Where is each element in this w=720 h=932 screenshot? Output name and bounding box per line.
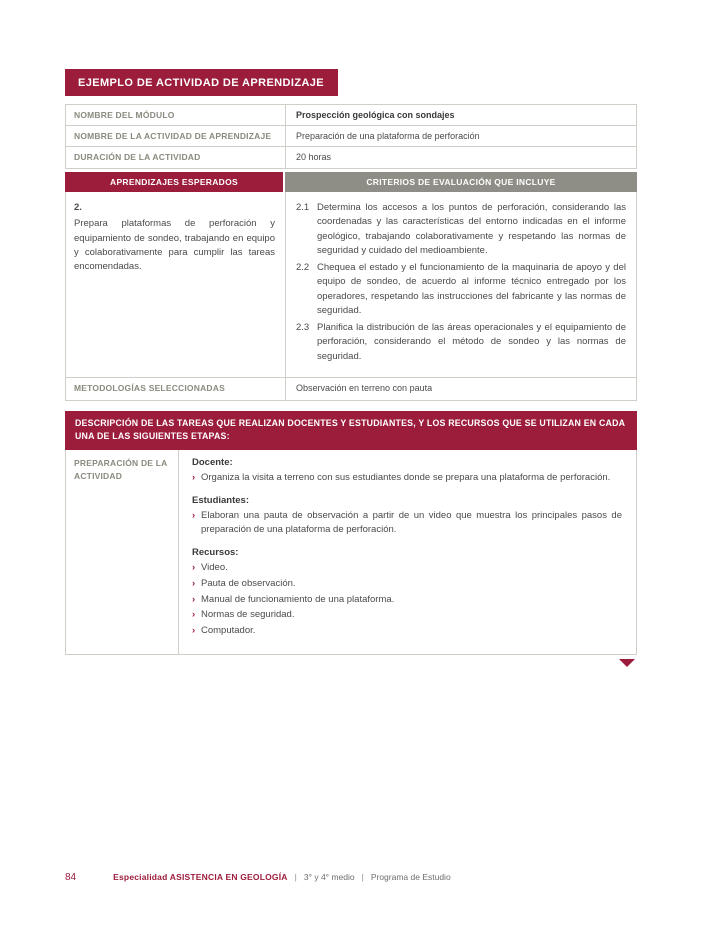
resource-item-text: Computador. (201, 625, 256, 637)
footer-specialty: Especialidad ASISTENCIA EN GEOLOGÍA (113, 872, 288, 882)
list-item (192, 624, 622, 639)
list-item (192, 608, 622, 623)
criteria-cell (286, 192, 636, 377)
resource-item-text: Video. (201, 562, 228, 574)
table-row (66, 378, 636, 400)
criterion-item (296, 261, 626, 318)
bullet-icon: › (192, 509, 196, 521)
bullet-icon: › (192, 593, 196, 605)
learning-criteria-block (65, 192, 637, 401)
criterion-text: Planifica la distribución de las áreas operacionales y el equipamiento de perforación, considerando el método de sondeo y las normas de seguridad. (317, 322, 626, 362)
students-heading: Estudiantes: (192, 494, 250, 506)
methodologies-label: METODOLOGÍAS SELECCIONADAS (66, 378, 286, 400)
preparation-content (179, 450, 636, 654)
triangle-down-icon (619, 659, 635, 667)
criterion-number: 2.1 (296, 202, 310, 213)
footer-grade: 3° y 4° medio (303, 872, 355, 882)
list-item (192, 593, 622, 608)
duration-label: DURACIÓN DE LA ACTIVIDAD (66, 147, 286, 168)
expected-learning-cell (66, 192, 286, 377)
table-row (66, 192, 636, 378)
evaluation-criteria-header: CRITERIOS DE EVALUACIÓN QUE INCLUYE (285, 172, 637, 192)
table-row (66, 126, 636, 147)
page-footer (65, 872, 637, 883)
module-info-table (65, 104, 637, 169)
expected-learning-text: Prepara plataformas de perforación y equipamiento de sondeo, trabajando en equipo y colaborativamente para cumplir las tareas encomendadas. (74, 218, 275, 272)
resource-item-text: Manual de funcionamiento de una plataforma. (201, 593, 395, 605)
bullet-icon: › (192, 562, 196, 574)
activity-title-banner (65, 69, 338, 96)
methodologies-value: Observación en terreno con pauta (296, 382, 433, 393)
bullet-icon: › (192, 472, 196, 483)
teacher-heading: Docente: (192, 457, 233, 468)
criterion-number: 2.2 (296, 262, 310, 273)
criterion-text: Determina los accesos a los puntos de perforación, considerando las coordenadas y las características del entorno indicadas en el informe geológico, trabajando colaborativamente y respetando las normas de seguridad y cuidado del medioambiente. (317, 202, 626, 256)
module-name-value: Prospección geológica con sondajes (296, 110, 455, 120)
resource-item-text: Normas de seguridad. (201, 609, 295, 621)
list-item (192, 577, 622, 592)
criterion-text: Chequea el estado y el funcionamiento de la maquinaria de apoyo y del equipo de sondeo, de acuerdo al informe técnico entregado por los operadores, respetando las instrucciones del fabricante y las normas de seguridad. (317, 262, 626, 316)
expected-learning-header: APRENDIZAJES ESPERADOS (65, 172, 285, 192)
footer-program: Programa de Estudio (370, 872, 451, 882)
preparation-section (65, 450, 637, 655)
tasks-description-banner (65, 411, 637, 450)
resource-item-text: Pauta de observación. (201, 577, 296, 589)
preparation-label: PREPARACIÓN DE LA ACTIVIDAD (66, 450, 179, 654)
duration-value: 20 horas (296, 152, 332, 162)
list-item (192, 561, 622, 576)
criterion-item (296, 201, 626, 258)
list-item (192, 509, 622, 538)
activity-name-label: NOMBRE DE LA ACTIVIDAD DE APRENDIZAJE (66, 126, 286, 146)
expected-learning-number: 2. (74, 202, 82, 213)
continuation-marker-wrap (65, 659, 637, 667)
page-content (65, 69, 637, 667)
resources-heading: Recursos: (192, 547, 239, 559)
table-row (66, 105, 636, 126)
footer-separator: | (361, 872, 364, 882)
criterion-item (296, 321, 626, 364)
bullet-icon: › (192, 577, 196, 589)
table-row (66, 147, 636, 168)
students-item-text: Elaboran una pauta de observación a partir de un video que muestra los principales pasos de preparación de una plataforma de perforación. (201, 509, 622, 536)
bullet-icon: › (192, 625, 196, 637)
activity-title: EJEMPLO DE ACTIVIDAD DE APRENDIZAJE (78, 77, 325, 89)
list-item (192, 471, 622, 486)
teacher-item-text: Organiza la visita a terreno con sus estudiantes donde se prepara una plataforma de perforación. (201, 472, 611, 483)
tasks-description-text: DESCRIPCIÓN DE LAS TAREAS QUE REALIZAN DOCENTES Y ESTUDIANTES, Y LOS RECURSOS QUE SE UTILIZAN EN CADA UNA DE LAS SIGUIENTES ETAPAS: (75, 417, 625, 442)
bullet-icon: › (192, 609, 196, 621)
footer-separator: | (294, 872, 297, 882)
page-number: 84 (65, 872, 77, 883)
criterion-number: 2.3 (296, 322, 310, 333)
activity-name-value: Preparación de una plataforma de perforación (296, 131, 480, 141)
module-name-label: NOMBRE DEL MÓDULO (66, 105, 286, 125)
table-header-row (65, 172, 637, 192)
